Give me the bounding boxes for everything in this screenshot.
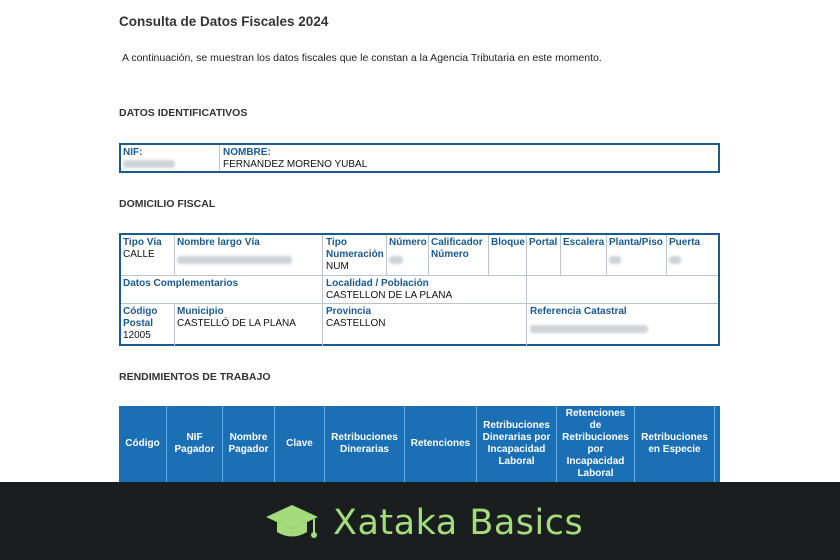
tipo-numeracion-value: NUM xyxy=(326,261,349,272)
column-header[interactable]: Retribuciones Dinerarias por Incapacidad Laboral xyxy=(477,406,557,482)
domicilio-box xyxy=(119,233,720,346)
page-title: Consulta de Datos Fiscales 2024 xyxy=(119,14,329,29)
puerta-value-redacted xyxy=(669,251,700,269)
planta-label: Planta/Piso xyxy=(609,237,663,248)
column-header[interactable]: Retenciones de Retribuciones por Incapacidad Laboral xyxy=(557,406,635,482)
numero-value-redacted xyxy=(389,251,427,269)
planta-cell xyxy=(609,237,663,269)
referencia-catastral-value-redacted xyxy=(530,320,648,338)
escalera-label: Escalera xyxy=(563,237,605,248)
column-header[interactable]: Retribuciones en Especie xyxy=(635,406,715,482)
tipo-numeracion-cell xyxy=(326,237,384,273)
nombre-cell xyxy=(223,147,367,171)
column-header[interactable]: Retribuciones Dinerarias xyxy=(325,406,405,482)
rendimientos-table-header xyxy=(119,406,720,482)
bloque-label: Bloque xyxy=(491,237,525,248)
column-header[interactable]: Nombre Pagador xyxy=(223,406,275,482)
referencia-catastral-label: Referencia Catastral xyxy=(530,306,627,317)
nif-label: NIF: xyxy=(123,147,143,158)
numero-label: Número xyxy=(389,237,427,248)
tipo-numeracion-label: Tipo Numeración xyxy=(326,237,384,260)
column-header[interactable]: Retenciones xyxy=(405,406,477,482)
codigo-postal-value: 12005 xyxy=(123,330,151,341)
portal-cell xyxy=(529,237,557,249)
municipio-value: CASTELLÓ DE LA PLANA xyxy=(177,318,296,329)
nombre-label: NOMBRE: xyxy=(223,147,271,158)
nif-value-redacted xyxy=(123,159,175,170)
nombre-via-value-redacted xyxy=(177,251,292,269)
nif-cell xyxy=(123,147,175,170)
nombre-via-label: Nombre largo Vía xyxy=(177,237,260,248)
datos-complementarios-label: Datos Complementarios xyxy=(123,278,239,289)
datos-complementarios-cell xyxy=(123,278,238,290)
municipio-label: Municipio xyxy=(177,306,224,317)
section-heading-identificativos: DATOS IDENTIFICATIVOS xyxy=(119,107,248,119)
localidad-value: CASTELLON DE LA PLANA xyxy=(326,290,453,301)
nombre-value: FERNANDEZ MORENO YUBAL xyxy=(223,159,368,170)
section-heading-domicilio: DOMICILIO FISCAL xyxy=(119,198,216,210)
escalera-cell xyxy=(563,237,604,249)
municipio-cell xyxy=(177,306,296,330)
localidad-label: Localidad / Población xyxy=(326,278,429,289)
section-heading-rendimientos: RENDIMIENTOS DE TRABAJO xyxy=(119,371,271,383)
provincia-cell xyxy=(326,306,385,330)
graduation-cap-icon xyxy=(264,503,320,543)
referencia-catastral-cell xyxy=(530,306,648,338)
tipo-via-label: Tipo Vía xyxy=(123,237,162,248)
provincia-label: Provincia xyxy=(326,306,372,317)
localidad-cell xyxy=(326,278,452,302)
calificador-label: Calificador Número xyxy=(431,237,483,260)
puerta-label: Puerta xyxy=(669,237,701,248)
bloque-cell xyxy=(491,237,525,249)
portal-label: Portal xyxy=(529,237,558,248)
puerta-cell xyxy=(669,237,700,269)
planta-value-redacted xyxy=(609,251,663,269)
codigo-postal-cell xyxy=(123,306,173,342)
codigo-postal-label: Código Postal xyxy=(123,306,158,329)
nombre-via-cell xyxy=(177,237,292,269)
column-header[interactable]: Código xyxy=(119,406,167,482)
identificativos-box xyxy=(119,143,720,173)
tipo-via-cell xyxy=(123,237,162,261)
column-header[interactable]: NIF Pagador xyxy=(167,406,223,482)
tipo-via-value: CALLE xyxy=(123,249,155,260)
provincia-value: CASTELLON xyxy=(326,318,386,329)
column-header[interactable]: Clave xyxy=(275,406,325,482)
brand-logo-text: Xataka Basics xyxy=(333,503,584,543)
intro-text: A continuación, se muestran los datos fiscales que le constan a la Agencia Tributaria en este momento. xyxy=(122,52,602,64)
numero-cell xyxy=(389,237,427,269)
calificador-cell xyxy=(431,237,487,261)
